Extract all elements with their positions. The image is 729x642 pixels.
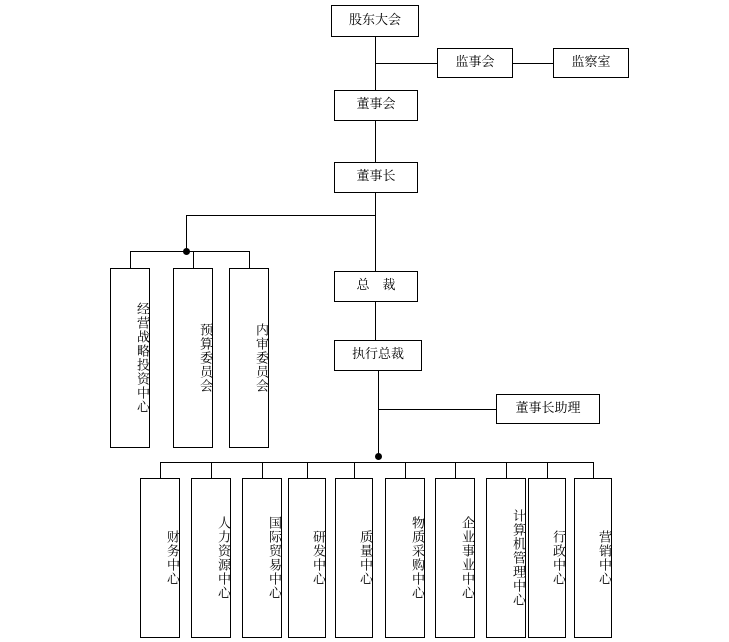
node-label-budget-committee: 预算委员会 (197, 323, 212, 393)
connector-supervisory-branch (375, 63, 437, 64)
node-label-hr-center: 人力资源中心 (215, 516, 230, 600)
node-label-material-procurement-center: 物质采购中心 (409, 516, 424, 600)
node-label-supervisory-board: 监事会 (455, 54, 495, 70)
node-label-strategy-investment-center: 经营战略投资中心 (134, 302, 149, 414)
connector-budget-drop (193, 251, 194, 268)
node-president[interactable] (334, 271, 418, 302)
connector-finance-drop (160, 462, 161, 478)
connector-supervisory-to-office (513, 63, 553, 64)
connector-audit-drop (249, 251, 250, 268)
node-international-trade-center[interactable] (242, 478, 282, 638)
node-label-supervision-office: 监察室 (571, 54, 611, 70)
node-label-rd-center: 研发中心 (310, 530, 325, 586)
connector-material-drop (405, 462, 406, 478)
node-marketing-center[interactable] (574, 478, 612, 638)
connector-quality-drop (354, 462, 355, 478)
connector-president-to-executive (375, 302, 376, 340)
node-label-enterprise-business-center: 企业事业中心 (459, 516, 474, 600)
node-label-shareholders: 股东大会 (348, 12, 401, 28)
node-label-board-of-directors: 董事会 (356, 97, 396, 113)
node-executive-president[interactable] (334, 340, 422, 371)
connector-assistant-branch (378, 409, 496, 410)
node-label-quality-center: 质量中心 (357, 530, 372, 586)
node-label-internal-audit-committee: 内审委员会 (253, 323, 268, 393)
connector-board-to-chairman (375, 121, 376, 162)
node-supervisory-board[interactable] (437, 48, 513, 78)
connector-rd-drop (307, 462, 308, 478)
connector-trade-drop (262, 462, 263, 478)
node-supervision-office[interactable] (553, 48, 629, 78)
connector-administration-drop (547, 462, 548, 478)
node-board-of-directors[interactable] (334, 90, 418, 121)
connector-hr-drop (211, 462, 212, 478)
node-enterprise-business-center[interactable] (435, 478, 475, 638)
connector-marketing-drop (593, 462, 594, 478)
node-material-procurement-center[interactable] (385, 478, 425, 638)
node-label-executive-president: 执行总裁 (351, 347, 404, 363)
connector-enterprise-drop (455, 462, 456, 478)
node-computer-management-center[interactable] (486, 478, 526, 638)
node-chairman-assistant[interactable] (496, 394, 600, 424)
node-label-president: 总 裁 (356, 278, 396, 294)
connector-executive-down (378, 371, 379, 455)
node-shareholders[interactable] (331, 5, 419, 37)
node-label-administration-center: 行政中心 (550, 530, 565, 586)
node-label-chairman-assistant: 董事长助理 (515, 400, 581, 416)
connector-strategy-drop (130, 251, 131, 268)
node-quality-center[interactable] (335, 478, 373, 638)
connector-center-bus (160, 462, 593, 463)
node-strategy-investment-center[interactable] (110, 268, 150, 448)
node-chairman[interactable] (334, 162, 418, 193)
node-label-finance-center: 财务中心 (164, 530, 179, 586)
junction-center-junction (375, 453, 382, 460)
junction-committee-junction (183, 248, 190, 255)
node-label-international-trade-center: 国际贸易中心 (266, 516, 281, 600)
connector-chairman-to-committee-bus (186, 215, 375, 216)
node-label-computer-management-center: 计算机管理中心 (510, 509, 525, 607)
node-administration-center[interactable] (528, 478, 566, 638)
connector-computer-drop (506, 462, 507, 478)
node-label-marketing-center: 营销中心 (596, 530, 611, 586)
connector-chairman-to-president (375, 193, 376, 271)
node-budget-committee[interactable] (173, 268, 213, 448)
node-finance-center[interactable] (140, 478, 180, 638)
node-rd-center[interactable] (288, 478, 326, 638)
node-label-chairman: 董事长 (356, 169, 396, 185)
node-hr-center[interactable] (191, 478, 231, 638)
node-internal-audit-committee[interactable] (229, 268, 269, 448)
